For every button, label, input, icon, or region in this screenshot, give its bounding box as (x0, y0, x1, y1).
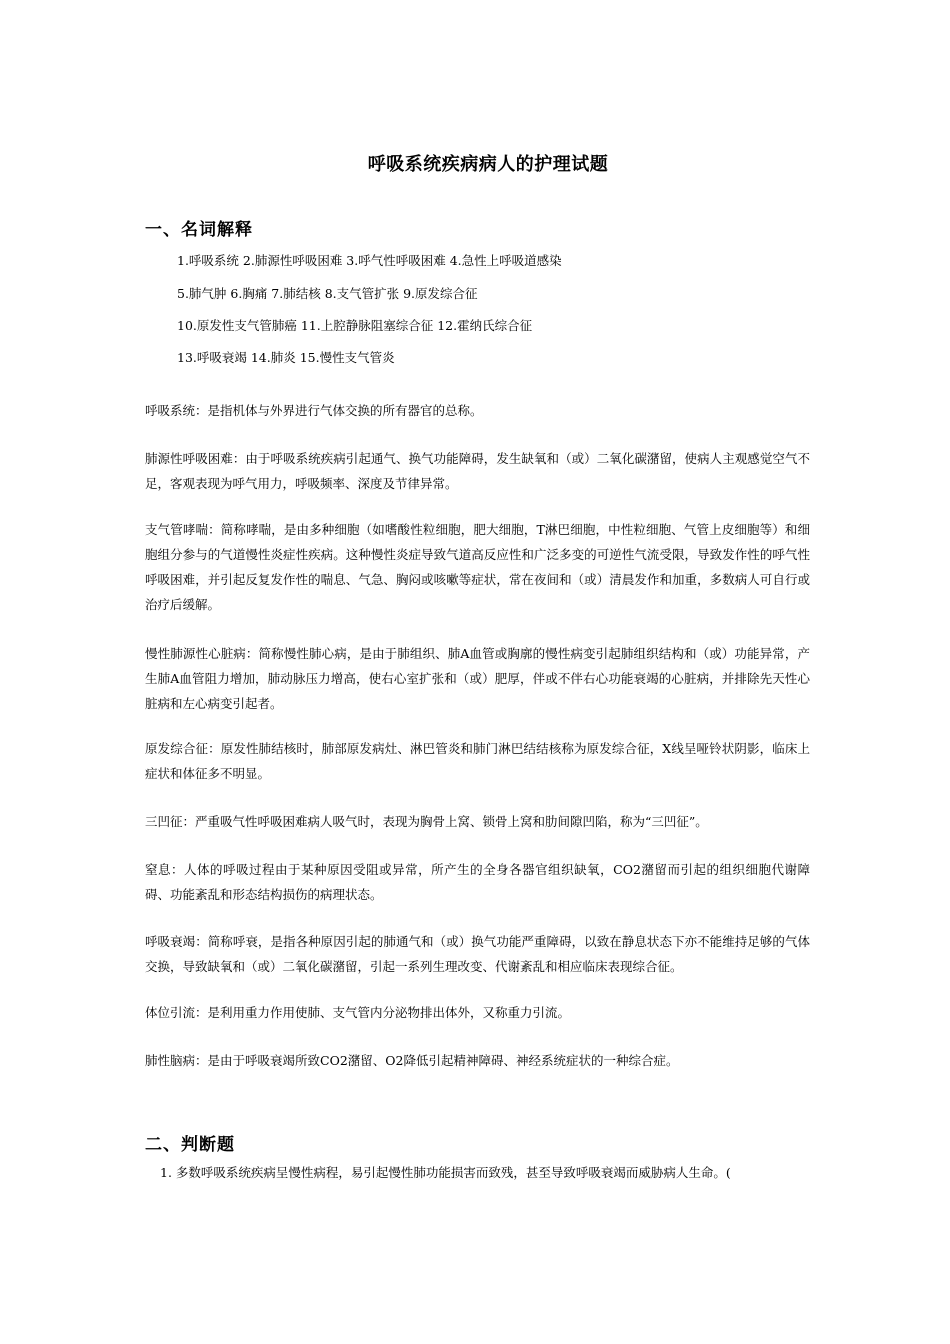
section-heading-definitions: 一、名词解释 (145, 220, 253, 240)
definition-paragraph: 体位引流：是利用重力作用使肺、支气管内分泌物排出体外，又称重力引流。 (145, 1005, 571, 1020)
term-list-line: 1.呼吸系统 2.肺源性呼吸困难 3.呼气性呼吸困难 4.急性上呼吸道感染 (177, 253, 562, 268)
term-list-line: 5.肺气肿 6.胸痛 7.肺结核 8.支气管扩张 9.原发综合征 (177, 286, 478, 301)
question-item: 1. 多数呼吸系统疾病呈慢性病程，易引起慢性肺功能损害而致残，甚至导致呼吸衰竭而威胁病人生命。( (160, 1165, 731, 1180)
term-list-line: 13.呼吸衰竭 14.肺炎 15.慢性支气管炎 (177, 350, 395, 365)
definition-paragraph: 慢性肺源性心脏病：简称慢性肺心病，是由于肺组织、肺A血管或胸廓的慢性病变引起肺组织结构和（或）功能异常，产生肺A血管阻力增加，肺动脉压力增高，使右心室扩张和（或）肥厚，伴或不伴右心功能衰竭的心脏病，并排除先天性心脏病和左心病变引起者。 (145, 646, 810, 711)
definition-paragraph: 原发综合征：原发性肺结核时，肺部原发病灶、淋巴管炎和肺门淋巴结结核称为原发综合征，X线呈哑铃状阴影，临床上症状和体征多不明显。 (145, 741, 810, 781)
definition-paragraph: 肺性脑病：是由于呼吸衰竭所致CO2潴留、O2降低引起精神障碍、神经系统症状的一种综合症。 (145, 1053, 679, 1068)
definition-paragraph: 窒息：人体的呼吸过程由于某种原因受阻或异常，所产生的全身各器官组织缺氧，CO2潴留而引起的组织细胞代谢障碍、功能紊乱和形态结构损伤的病理状态。 (145, 862, 810, 902)
definition-paragraph: 三凹征：严重吸气性呼吸困难病人吸气时，表现为胸骨上窝、锁骨上窝和肋间隙凹陷，称为“三凹征”。 (145, 814, 708, 829)
page-title: 呼吸系统疾病病人的护理试题 (367, 154, 609, 175)
definition-paragraph: 呼吸衰竭：简称呼衰，是指各种原因引起的肺通气和（或）换气功能严重障碍，以致在静息状态下亦不能维持足够的气体交换，导致缺氧和（或）二氧化碳潴留，引起一系列生理改变、代谢紊乱和相应临床表现综合征。 (145, 934, 810, 974)
definition-paragraph: 肺源性呼吸困难：由于呼吸系统疾病引起通气、换气功能障碍，发生缺氧和（或）二氧化碳潴留，使病人主观感觉空气不足，客观表现为呼气用力，呼吸频率、深度及节律异常。 (145, 451, 810, 491)
definition-paragraph: 呼吸系统：是指机体与外界进行气体交换的所有器官的总称。 (145, 403, 483, 418)
term-list-line: 10.原发性支气管肺癌 11.上腔静脉阻塞综合征 12.霍纳氏综合征 (177, 318, 533, 333)
section-heading-true-false: 二、判断题 (145, 1135, 235, 1155)
definition-paragraph: 支气管哮喘：简称哮喘，是由多种细胞（如嗜酸性粒细胞，肥大细胞，T淋巴细胞，中性粒细胞、气管上皮细胞等）和细胞组分参与的气道慢性炎症性疾病。这种慢性炎症导致气道高反应性和广泛多变的可逆性气流受限，导致发作性的呼气性呼吸困难，并引起反复发作性的喘息、气急、胸闷或咳嗽等症状，常在夜间和（或）清晨发作和加重，多数病人可自行或治疗后缓解。 (145, 522, 810, 612)
